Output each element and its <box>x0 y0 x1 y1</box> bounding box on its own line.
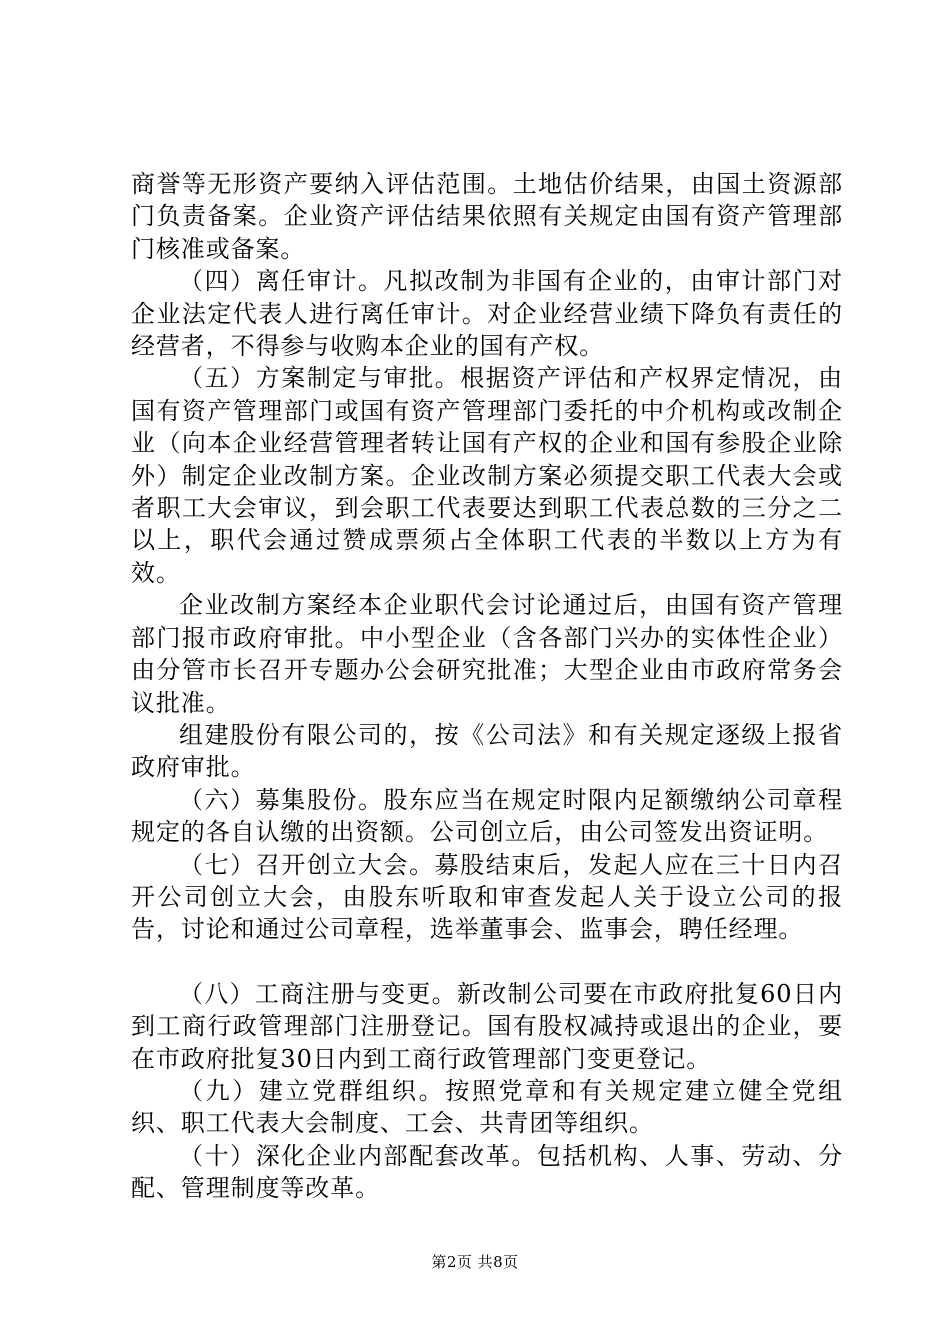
paragraph-item-8: （八）工商注册与变更。新改制公司要在市政府批复60日内到工商行政管理部门注册登记。国有股权减持或退出的企业，要在市政府批复30日内到工商行政管理部门变更登记。 <box>131 979 843 1073</box>
paragraph-item-5: （五）方案制定与审批。根据资产评估和产权界定情况，由国有资产管理部门或国有资产管理部门委托的中介机构或改制企业（向本企业经营管理者转让国有产权的企业和国有参股企业除外）制定企业改制方案。企业改制方案必须提交职工代表大会或者职工大会审议，到会职工代表要达到职工代表总数的三分之二以上，职代会通过赞成票须占全体职工代表的半数以上方为有效。 <box>131 364 843 587</box>
document-body <box>131 168 843 1205</box>
paragraph-item-10: （十）深化企业内部配套改革。包括机构、人事、劳动、分配、管理制度等改革。 <box>131 1141 843 1203</box>
paragraph-joint-stock: 组建股份有限公司的，按《公司法》和有关规定逐级上报省政府审批。 <box>131 720 843 782</box>
paragraph-continuation: 商誉等无形资产要纳入评估范围。土地估价结果，由国土资源部门负责备案。企业资产评估结果依照有关规定由国有资产管理部门核准或备案。 <box>131 170 843 263</box>
paragraph-item-4: （四）离任审计。凡拟改制为非国有企业的，由审计部门对企业法定代表人进行离任审计。对企业经营业绩下降负有责任的经营者，不得参与收购本企业的国有产权。 <box>131 267 843 361</box>
paragraph-approval: 企业改制方案经本企业职代会讨论通过后，由国有资产管理部门报市政府审批。中小型企业（含各部门兴办的实体性企业）由分管市长召开专题办公会研究批准；大型企业由市政府常务会议批准。 <box>131 591 843 717</box>
paragraph-item-6: （六）募集股份。股东应当在规定时限内足额缴纳公司章程规定的各自认缴的出资额。公司创立后，由公司签发出资证明。 <box>131 785 843 847</box>
paragraph-item-7: （七）召开创立大会。募股结束后，发起人应在三十日内召开公司创立大会，由股东听取和审查发起人关于设立公司的报告，讨论和通过公司章程，选举董事会、监事会，聘任经理。 <box>131 850 843 944</box>
paragraph-gap <box>131 946 843 978</box>
page-number-footer: 第2页 共8页 <box>431 1253 519 1271</box>
paragraph-item-9: （九）建立党群组织。按照党章和有关规定建立健全党组织、职工代表大会制度、工会、共青团等组织。 <box>131 1076 843 1138</box>
